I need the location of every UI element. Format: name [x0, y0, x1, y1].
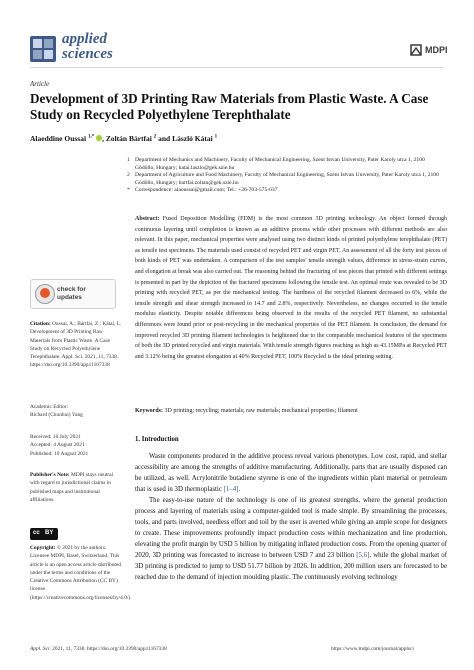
by-icon: BY [45, 530, 54, 536]
published-date: Published: 10 August 2021 [30, 450, 89, 457]
check-updates-label [57, 286, 86, 301]
footer-journal-url[interactable]: https://www.mdpi.com/journal/applsci [331, 646, 414, 652]
author-superscript: 1,* [87, 134, 95, 140]
abstract-label: Abstract: [135, 216, 160, 222]
publisher-note-text: MDPI stays neutral with regard to jurisdictional claims in published maps and institutional affiliations. [30, 472, 113, 503]
paper-title: Development of 3D Printing Raw Materials from Plastic Waste. A Case Study on Recycled Polyethylene Terephthalate [30, 91, 429, 122]
affiliation-text: Correspondence: alaoussai@gmail.com; Tel.: +36-703-575-637 [135, 187, 278, 194]
affiliation-number: * [127, 187, 130, 194]
check-updates-line1: check for [57, 286, 86, 293]
copyright-label: Copyright: [30, 545, 56, 551]
affiliation-item [127, 187, 445, 195]
paragraph-text: . [238, 486, 241, 493]
cc-by-license-badge[interactable] [30, 528, 58, 540]
paragraph-text: The easy-to-use nature of the technology is one of its greatest strengths, where the general production process and layering of materials using a computer-guided tool is made simple. By streamlining the processes, tools, and parts involved, needless effort and toil by the user is averted while giving an ample scope for designers to create. These improvements profoundly impact production costs within mechanization and line production, elevating the profit margin by USD 5 billion by mitigating inflated production costs. From the opening quarter of 2020, 3D printing was forecasted to increase to between USD 7 and 23 billion [135, 497, 447, 559]
affiliation-number: 1 [127, 157, 130, 163]
affiliation-text: Department of Mechanics and Machinery, Faculty of Mechanical Engineering, Szent Istvan University, Pater Karoly utca 1, 2100 Gödöllo, Hungary; katai.laszlo@gek.szie.hu [135, 157, 425, 171]
author-superscript: 1 [214, 134, 218, 140]
author-name[interactable]: Alaeddine Oussai [30, 134, 87, 143]
affiliation-item [127, 157, 445, 172]
author-superscript: 2 [153, 134, 157, 140]
journal-logo-icon [30, 36, 56, 62]
journal-name-line2: sciences [62, 46, 113, 62]
check-for-updates-button[interactable] [30, 279, 116, 309]
editor-name: Richard (Chunhui) Yang [30, 412, 83, 419]
publisher-logo [409, 43, 448, 59]
affiliations [127, 157, 445, 195]
abstract-text: Fused Deposition Modelling (FDM) is the most common 3D printing technology. An object formed through continuous layering until completion is known as an additive process while other processes with different methods are also relevant. In this paper, mechanical properties were analysed using two distinct kinds of printed polyethylene terephthalate (PET) as tensile test specimens. The materials used consist of recycled PET and virgin PET. An assessment of all the forty test pieces of both kinds of PET was undertaken. A comparison of the test samples' tensile strength values, difference in stress-strain curves, and elongation at break was also carried out. The reasoning behind the fracturing of test pieces that printed with different settings is presented in part by the depiction of the fractured specimens following the tensile test. An optimal route was revealed to be 3D printing with recycled PET, as per the mechanical testing. The hardness of the recycled filament decreased to 6%, while the tensile strength and shear strength increased to 14.7 and 2.8%, respectively. Nevertheless, no changes occurred to the tensile modulus elasticity. Despite notable differences being observed in the results of the recycled PET filament, no substantial differences were found prior or post-recycling in the mechanical properties of the PET filament. In conclusion, the demand for improved recycled 3D printing filament technologies is heightened due to the comparable mechanical features of the specimens of both the 3D printed recycled and virgin materials. With tensile strength figures reaching as high as 43.15MPa at Recycled PET and 3.12% being the greatest elongation at 40% Recycled PET, 100% Recycled is the ideal printing setting. [135, 216, 448, 360]
paragraph-text: , while the global market of 3D printing is predicted to jump to USD 51.77 billion by 2026. In addition, 200 million users are forecasted to be reached due to the demand of injection moulding plastic. The continuously evolving technology [135, 552, 448, 581]
journal-name [62, 32, 113, 62]
section-heading: 1. Introduction [135, 436, 179, 443]
citation-text[interactable]: Oussai, A.; Bártfai, Z.; Kátai, L. Development of 3D Printing Raw Materials from Plastic Waste. A Case Study on Recycled Polyethylene Terephthalate. Appl. Sci. 2021, 11, 7338. https://doi.org/10.3390/app11167338 [30, 321, 122, 369]
keywords-label: Keywords: [135, 408, 163, 414]
check-updates-icon [35, 284, 55, 304]
abstract [135, 214, 447, 362]
publisher-note-label: Publisher's Note: [30, 472, 70, 478]
author-name[interactable]: and László Kátai [158, 134, 213, 143]
paragraph [135, 495, 447, 583]
author-list [30, 134, 217, 143]
paragraph-text: Waste components produced in the additive process reveal various phenotypes. Low cost, rapid, and stellar accessibility are among the strengths of additive manufacturing. Additionally, parts that are usually disposed can be utilized, as well. Acrylonitrile butadiene styrene is one of the ingredients within plant material or petroleum that is used in 3D thermoplastic [135, 453, 447, 493]
affiliation-item [127, 172, 445, 187]
citation-block [30, 320, 122, 370]
journal-name-line1: applied [62, 31, 107, 47]
header-divider [30, 67, 444, 68]
article-type: Article [30, 80, 50, 88]
citation-label: Citation: [30, 321, 51, 327]
citation-link[interactable]: [5,6] [356, 552, 370, 559]
publisher-note [30, 471, 122, 504]
footer-doi[interactable]: 2021, 11, 7338. https://doi.org/10.3390/app11167338 [52, 646, 167, 652]
cc-icon: cc [33, 530, 40, 536]
editor-block [30, 403, 122, 420]
paragraph [135, 451, 447, 495]
received-date: Received: 10 July 2021 [30, 434, 81, 440]
publisher-name: MDPI [425, 45, 448, 55]
citation-link[interactable]: [1–4] [223, 486, 239, 493]
check-updates-line2: updates [57, 293, 82, 301]
footer-journal: Appl. Sci. [30, 646, 51, 652]
author-name[interactable]: , Zoltán Bártfai [102, 134, 152, 143]
footer-citation [30, 646, 167, 652]
copyright-block [30, 544, 132, 602]
copyright-text[interactable]: © 2021 by the authors. Licensee MDPI, Basel, Switzerland. This article is an open access article distributed under the terms and conditions of the Creative Commons Attribution (CC BY) license (https://creativecommons.org/licenses/by/4.0/). [30, 545, 132, 601]
affiliation-number: 2 [127, 172, 130, 179]
dates-block [30, 433, 122, 458]
affiliation-text: Department of Agriculture and Food Machinery, Faculty of Mechanical Engineering, Szent Istvan University, Pater Karoly utca 1, 2100 Gödöllo, Hungary; bartfai.zoltan@gek.szie.hu [135, 172, 439, 186]
body-text [135, 451, 447, 583]
accepted-date: Accepted: 4 August 2021 [30, 442, 85, 449]
keywords-text: 3D printing; recycling; materials; raw materials; mechanical properties; filament [164, 408, 358, 414]
mdpi-logo-icon [409, 43, 423, 57]
keywords [135, 407, 447, 416]
editor-label: Academic Editor: [30, 404, 69, 410]
